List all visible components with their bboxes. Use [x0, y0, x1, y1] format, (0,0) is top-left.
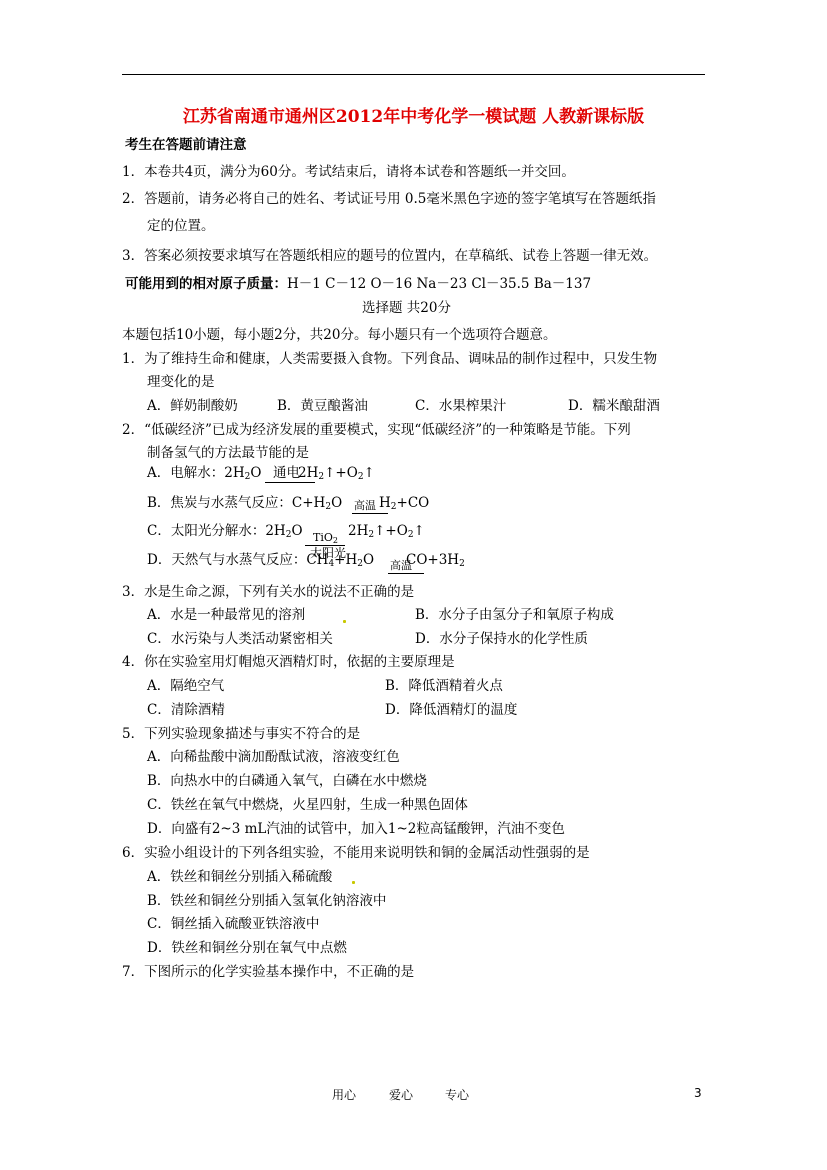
- notice-item: 2．答题前，请务必将自己的姓名、考试证号用 0.5毫米黑色字迹的签字笔填写在答题纸指: [122, 191, 656, 207]
- subscript: 2: [325, 502, 332, 512]
- equation-text: ↑+O: [374, 523, 408, 539]
- question-2-stem: 制备氢气的方法最节能的是: [147, 445, 309, 461]
- question-3-option-b: B．水分子由氢分子和氧原子构成: [415, 607, 614, 623]
- question-6-option-a: A．铁丝和铜丝分别插入稀硫酸: [147, 869, 333, 885]
- question-6-option-b: B．铁丝和铜丝分别插入氢氧化钠溶液中: [147, 893, 387, 909]
- equation-text: O: [363, 552, 375, 568]
- question-2-option-c: [147, 522, 303, 544]
- question-2-option-b: [147, 494, 342, 516]
- question-4-stem: 4．你在实验室用灯帽熄灭酒精灯时，依据的主要原理是: [122, 654, 455, 670]
- question-1-option-c: C．水果榨果汁: [415, 398, 507, 414]
- subscript: 4: [328, 559, 335, 569]
- section-intro: 本题包括10小题，每小题2分，共20分。每小题只有一个选项符合题意。: [122, 327, 557, 343]
- equation-products: [348, 522, 425, 544]
- subscript: 2: [407, 530, 414, 540]
- reaction-condition-sunlight: 太阳光: [310, 546, 347, 560]
- question-1-stem: 1．为了维持生命和健康，人类需要摄入食物。下列食品、调味品的制作过程中，只发生物: [122, 351, 658, 367]
- equation-text: C．太阳光分解水：2H: [147, 523, 286, 539]
- header-rule: [122, 74, 705, 75]
- question-1-option-b: B．黄豆酿酱油: [277, 398, 368, 414]
- section-title: 选择题 共20分: [362, 300, 451, 316]
- masses-values: H－1 C－12 O－16 Na－23 Cl－35.5 Ba－137: [287, 276, 592, 292]
- subscript: 2: [390, 502, 397, 512]
- equation-products: [298, 464, 375, 486]
- equation-text: B．焦炭与水蒸气反应：C+H: [147, 495, 326, 511]
- subscript: 2: [318, 472, 325, 482]
- footer-text: 爱心: [389, 1088, 414, 1102]
- reaction-condition: 高温: [390, 559, 412, 572]
- subscript: 2: [357, 472, 364, 482]
- up-arrow-icon: ↑: [413, 523, 425, 539]
- question-2-option-a: [147, 464, 261, 486]
- equation-text: +H: [334, 552, 358, 568]
- equation-products: [379, 494, 429, 516]
- subscript: 2: [244, 472, 251, 482]
- up-arrow-icon: ↑: [363, 465, 375, 481]
- equation-text: O: [331, 495, 343, 511]
- footer-text: 专心: [445, 1088, 470, 1102]
- notice-heading: 考生在答题前请注意: [125, 137, 247, 153]
- equation-text: +CO: [396, 495, 430, 511]
- subscript: 2: [368, 530, 375, 540]
- condition-line: [388, 573, 424, 574]
- speck: [352, 881, 355, 884]
- masses-label: 可能用到的相对原子质量：: [125, 276, 287, 292]
- page-number: 3: [694, 1086, 702, 1100]
- condition-text: TiO: [313, 531, 333, 544]
- question-4-option-c: C．清除酒精: [147, 702, 225, 718]
- question-6-option-d: D．铁丝和铜丝分别在氧气中点燃: [147, 940, 347, 956]
- question-6-stem: 6．实验小组设计的下列各组实验，不能用来说明铁和铜的金属活动性强弱的是: [122, 845, 590, 861]
- footer-text: 用心: [332, 1088, 357, 1102]
- question-3-option-a: A．水是一种最常见的溶剂: [147, 607, 306, 623]
- question-4-option-a: A．隔绝空气: [147, 678, 225, 694]
- equation-text: H: [379, 495, 391, 511]
- question-4-option-d: D．降低酒精灯的温度: [385, 702, 518, 718]
- subscript: 2: [332, 536, 338, 545]
- subscript: 2: [285, 530, 292, 540]
- subscript: 2: [357, 559, 363, 569]
- equation-text: CO+3H: [406, 552, 460, 568]
- question-3-option-c: C．水污染与人类活动紧密相关: [147, 631, 333, 647]
- reaction-condition: 通电: [273, 465, 300, 481]
- reaction-condition: 高温: [354, 499, 376, 512]
- notice-item: 1．本卷共4页，满分为60分。考试结束后，请将本试卷和答题纸一并交回。: [122, 164, 575, 180]
- question-2-stem: 2．“低碳经济”已成为经济发展的重要模式，实现“低碳经济”的一种策略是节能。下列: [122, 422, 631, 438]
- question-7-stem: 7．下图所示的化学实验基本操作中，不正确的是: [122, 964, 415, 980]
- question-1-stem: 理变化的是: [147, 374, 215, 390]
- atomic-masses: [125, 275, 591, 293]
- equation-text: O: [250, 465, 262, 481]
- question-5-option-a: A．向稀盐酸中滴加酚酞试液，溶液变红色: [147, 749, 400, 765]
- speck: [343, 620, 346, 623]
- equation-text: ↑+O: [324, 465, 358, 481]
- equation-text: D．天然气与水蒸气反应：CH: [147, 552, 329, 568]
- notice-item: 3．答案必须按要求填写在答题纸相应的题号的位置内，在草稿纸、试卷上答题一律无效。: [122, 248, 658, 264]
- question-5-option-d: D．向盛有2~3 mL汽油的试管中，加入1~2粒高锰酸钾，汽油不变色: [147, 821, 565, 837]
- notice-item: 定的位置。: [147, 218, 215, 234]
- question-1-option-d: D．糯米酿甜酒: [568, 398, 660, 414]
- equation-text: A．电解水：2H: [147, 465, 245, 481]
- question-5-stem: 5．下列实验现象描述与事实不符合的是: [122, 726, 361, 742]
- subscript: 2: [459, 559, 465, 569]
- question-1-option-a: A．鲜奶制酸奶: [147, 398, 238, 414]
- question-3-stem: 3．水是生命之源，下列有关水的说法不正确的是: [122, 584, 415, 600]
- question-6-option-c: C．铜丝插入硫酸亚铁溶液中: [147, 916, 320, 932]
- question-4-option-b: B．降低酒精着火点: [385, 678, 503, 694]
- equation-products: [406, 551, 465, 573]
- equation-text: O: [291, 523, 303, 539]
- question-5-option-c: C．铁丝在氧气中燃烧，火星四射，生成一种黑色固体: [147, 797, 468, 813]
- page-title: 江苏省南通市通州区2012年中考化学一模试题 人教新课标版: [182, 107, 645, 127]
- equation-text: 2H: [348, 523, 369, 539]
- question-5-option-b: B．向热水中的白磷通入氧气，白磷在水中燃烧: [147, 773, 427, 789]
- question-3-option-d: D．水分子保持水的化学性质: [415, 631, 588, 647]
- equation-text: 2H: [298, 465, 319, 481]
